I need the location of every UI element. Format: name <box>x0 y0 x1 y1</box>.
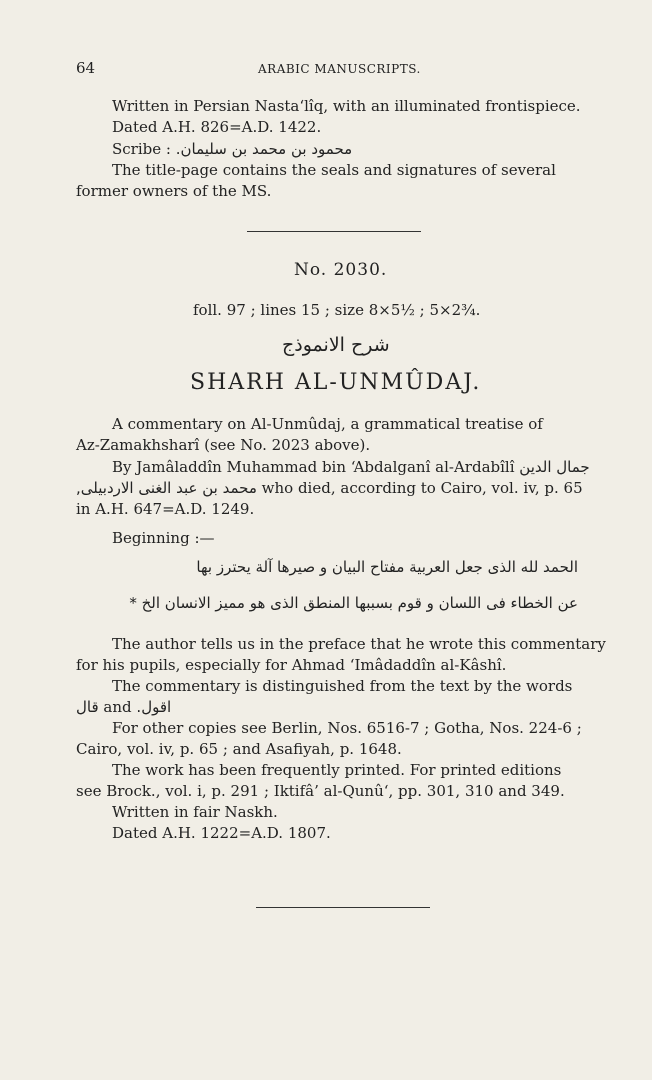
word-qala: قال <box>76 698 99 716</box>
beginning-arabic-line: عن الخطاء فى اللسان و قوم بسببها المنطق الذى هو مميز الانسان الخ * <box>129 594 578 612</box>
author-line: in A.H. 647=A.D. 1249. <box>76 500 255 518</box>
arabic-title: شرح الانموذج <box>282 334 390 356</box>
words-line <box>76 697 171 718</box>
author-arabic-fullname: محمد بن عبد الغنى الاردبيلى, <box>76 479 257 497</box>
description-line: The author tells us in the preface that he wrote this commentary <box>112 635 606 653</box>
description-line: The commentary is distinguished from the text by the words <box>112 677 573 695</box>
description-line: Cairo, vol. iv, p. 65 ; and Asafiyah, p. 1648. <box>76 740 402 758</box>
description-line: Written in fair Naskh. <box>112 803 278 821</box>
beginning-label: Beginning :— <box>112 529 215 547</box>
description-line: see Brock., vol. i, p. 291 ; Iktifâ’ al-Qunû‘, pp. 301, 310 and 349. <box>76 782 565 800</box>
section-divider <box>247 231 421 232</box>
description-line: A commentary on Al-Unmûdaj, a grammatical treatise of <box>112 415 543 433</box>
word-aqulu: اقول. <box>136 698 172 716</box>
author-death-text: who died, according to Cairo, vol. iv, p. 65 <box>261 479 583 497</box>
entry-number: No. 2030. <box>294 260 388 280</box>
description-line: Az-Zamakhsharî (see No. 2023 above). <box>76 436 371 454</box>
author-line <box>112 457 590 478</box>
end-divider <box>256 907 430 908</box>
entry-title: SHARH AL-UNMÛDAJ. <box>190 370 482 395</box>
author-text: By Jamâladdîn Muhammad bin ‘Abdalganî al-Ardabîlî <box>112 458 515 476</box>
prev-entry-line: Dated A.H. 826=A.D. 1422. <box>112 118 322 136</box>
description-line: The work has been frequently printed. For printed editions <box>112 761 562 779</box>
collation: foll. 97 ; lines 15 ; size 8×5½ ; 5×2¾. <box>193 301 481 319</box>
description-line: For other copies see Berlin, Nos. 6516-7 ; Gotha, Nos. 224-6 ; <box>112 719 582 737</box>
author-line <box>76 478 583 499</box>
prev-entry-scribe <box>112 139 352 160</box>
scribe-arabic: محمود بن محمد بن سليمان. <box>175 140 353 158</box>
scribe-label: Scribe : <box>112 140 171 158</box>
word-and: and <box>103 698 132 716</box>
running-title: ARABIC MANUSCRIPTS. <box>258 62 421 76</box>
description-line: Dated A.H. 1222=A.D. 1807. <box>112 824 331 842</box>
beginning-arabic-line: الحمد لله الذى جعل العربية مفتاح البيان و صيرها آلة يحترز بها <box>196 558 578 576</box>
page-number: 64 <box>76 59 96 77</box>
author-arabic-name: جمال الدين <box>519 458 590 476</box>
prev-entry-line: former owners of the MS. <box>76 182 272 200</box>
prev-entry-line: The title-page contains the seals and signatures of several <box>112 161 556 179</box>
prev-entry-line: Written in Persian Nasta‘lîq, with an illuminated frontispiece. <box>112 97 581 115</box>
description-line: for his pupils, especially for Ahmad ‘Imâdaddîn al-Kâshî. <box>76 656 507 674</box>
